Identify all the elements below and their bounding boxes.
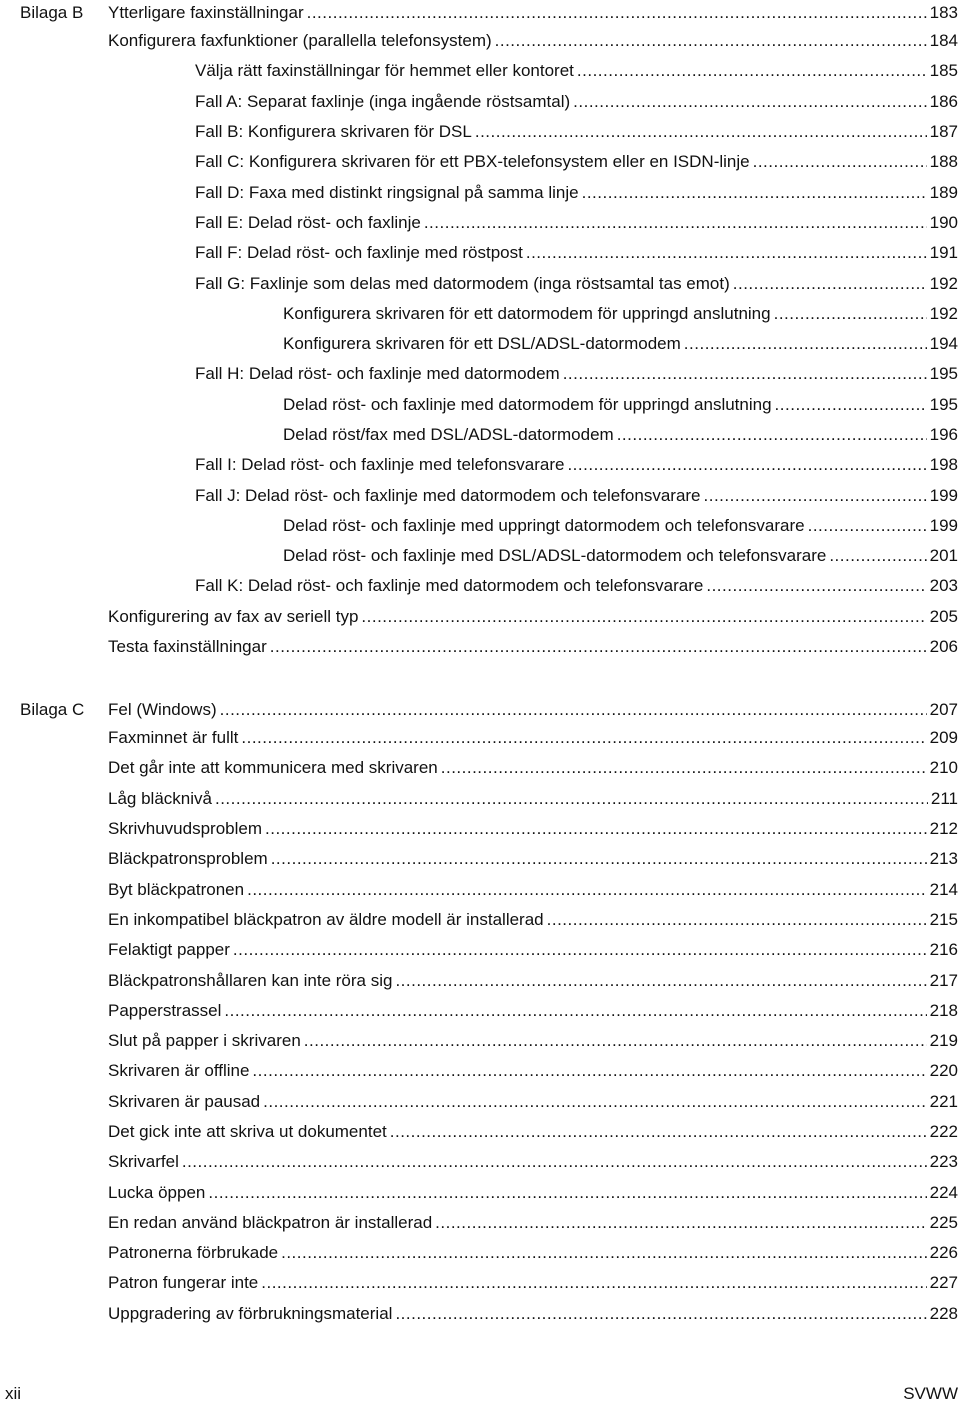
- toc-entry-label: Fall G: Faxlinje som delas med datormodem (inga röstsamtal tas emot): [195, 273, 730, 293]
- toc-entry-page: 226: [929, 1243, 958, 1263]
- toc-entry[interactable]: [0, 1087, 960, 1117]
- toc-entry-label: Slut på papper i skrivaren: [108, 1031, 301, 1051]
- toc-heading-label: [20, 3, 304, 23]
- toc-entry[interactable]: [0, 268, 960, 298]
- dot-leader: [774, 304, 927, 324]
- dot-leader: [395, 1304, 926, 1324]
- toc-section-bilaga-b: [0, 0, 960, 662]
- toc-entry[interactable]: [0, 117, 960, 147]
- toc-entry-page: 199: [929, 485, 958, 505]
- dot-leader: [252, 1061, 926, 1081]
- toc-entry[interactable]: [0, 1208, 960, 1238]
- toc-entry-page: 213: [929, 849, 958, 869]
- toc-entry-page: 211: [930, 788, 958, 808]
- toc-entry[interactable]: [0, 996, 960, 1026]
- toc-entry[interactable]: [0, 935, 960, 965]
- toc-entry-page: 192: [929, 273, 958, 293]
- toc-entry-page: 203: [929, 576, 958, 596]
- dot-leader: [304, 1031, 927, 1051]
- toc-entry-page: 205: [929, 606, 958, 626]
- toc-entry[interactable]: [0, 511, 960, 541]
- toc-entry-page: 187: [929, 122, 958, 142]
- dot-leader: [265, 819, 927, 839]
- dot-leader: [241, 728, 926, 748]
- toc-entry-page: 195: [929, 394, 958, 414]
- dot-leader: [573, 92, 926, 112]
- toc-entry[interactable]: [0, 1268, 960, 1298]
- dot-leader: [270, 637, 927, 657]
- toc-entry-page: 199: [929, 515, 958, 535]
- toc-entry-page: 189: [929, 182, 958, 202]
- dot-leader: [733, 274, 927, 294]
- toc-entry-label: Det går inte att kommunicera med skrivaren: [108, 758, 438, 778]
- toc-entry-label: Fall C: Konfigurera skrivaren för ett PBX-telefonsystem eller en ISDN-linje: [195, 152, 750, 172]
- toc-entry[interactable]: [0, 965, 960, 995]
- toc-entry-label: Konfigurering av fax av seriell typ: [108, 606, 359, 626]
- toc-entry-label: Patronerna förbrukade: [108, 1243, 279, 1263]
- toc-entry[interactable]: [0, 147, 960, 177]
- toc-entry[interactable]: [0, 208, 960, 238]
- toc-entry[interactable]: [0, 753, 960, 783]
- toc-entry[interactable]: [0, 1177, 960, 1207]
- dot-leader: [224, 1001, 926, 1021]
- dot-leader: [441, 758, 927, 778]
- toc-entry-page: 190: [929, 212, 958, 232]
- toc-entry[interactable]: [0, 450, 960, 480]
- dot-leader: [526, 243, 927, 263]
- toc-entry-label: Skrivaren är pausad: [108, 1091, 261, 1111]
- toc-entry[interactable]: [0, 299, 960, 329]
- toc-entry-page: 215: [929, 909, 958, 929]
- toc-entry-list: [0, 26, 960, 662]
- dot-leader: [395, 971, 926, 991]
- toc-entry-page: 184: [929, 31, 958, 51]
- dot-leader: [684, 334, 927, 354]
- toc-entry-label: Delad röst- och faxlinje med DSL/ADSL-datormodem och telefonsvarare: [283, 546, 827, 566]
- toc-entry-label: Patron fungerar inte: [108, 1273, 259, 1293]
- toc-entry-label: Byt bläckpatronen: [108, 879, 245, 899]
- footer-code: SVWW: [903, 1384, 958, 1403]
- dot-leader: [233, 940, 927, 960]
- dot-leader: [775, 395, 927, 415]
- toc-heading-label: [20, 700, 217, 720]
- toc-entry-label: Konfigurera skrivaren för ett datormodem för uppringd anslutning: [283, 303, 771, 323]
- dot-leader: [220, 700, 927, 720]
- toc-heading-title: Ytterligare faxinställningar: [108, 3, 304, 22]
- toc-entry[interactable]: [0, 390, 960, 420]
- toc-heading-prefix: Bilaga B: [20, 3, 84, 22]
- toc-entry-page: 194: [929, 334, 958, 354]
- dot-leader: [567, 455, 926, 475]
- toc-entry-label: Bläckpatronshållaren kan inte röra sig: [108, 970, 393, 990]
- toc-entry-label: Fall E: Delad röst- och faxlinje: [195, 212, 421, 232]
- toc-entry-page: 217: [929, 970, 958, 990]
- toc-entry-label: Bläckpatronsproblem: [108, 849, 268, 869]
- toc-entry-page: 206: [929, 637, 958, 657]
- toc-heading[interactable]: [0, 697, 960, 723]
- toc-entry-label: Skrivarfel: [108, 1152, 179, 1172]
- toc-entry[interactable]: [0, 26, 960, 56]
- dot-leader: [495, 31, 927, 51]
- toc-entry-label: En redan använd bläckpatron är installerad: [108, 1212, 433, 1232]
- toc-entry-label: Fall H: Delad röst- och faxlinje med datormodem: [195, 364, 560, 384]
- toc-entry-label: Skrivaren är offline: [108, 1061, 250, 1081]
- dot-leader: [390, 1122, 927, 1142]
- dot-leader: [424, 213, 927, 233]
- toc-entry-label: Delad röst/fax med DSL/ADSL-datormodem: [283, 425, 614, 444]
- toc-heading-page: 183: [929, 3, 958, 22]
- toc-entry-page: 220: [929, 1061, 958, 1081]
- toc-entry[interactable]: [0, 814, 960, 844]
- toc-entry[interactable]: [0, 1147, 960, 1177]
- toc-heading-prefix: Bilaga C: [20, 700, 85, 719]
- toc-entry-page: 195: [929, 364, 958, 384]
- dot-leader: [829, 546, 926, 566]
- toc-entry-page: 218: [929, 1000, 958, 1020]
- toc-entry-page: 198: [929, 455, 958, 475]
- dot-leader: [808, 516, 927, 536]
- toc-entry-page: 224: [929, 1182, 958, 1202]
- footer-page-number: xii: [5, 1384, 22, 1403]
- toc-entry[interactable]: [0, 420, 960, 450]
- toc-entry-label: Fall K: Delad röst- och faxlinje med datormodem och telefonsvarare: [195, 576, 704, 596]
- toc-entry-page: 209: [929, 728, 958, 748]
- toc-heading-title: Fel (Windows): [108, 700, 217, 719]
- toc-section-bilaga-c: [0, 697, 960, 1329]
- toc-entry[interactable]: [0, 480, 960, 510]
- toc-entry-label: Skrivhuvudsproblem: [108, 819, 263, 839]
- toc-entry[interactable]: [0, 1026, 960, 1056]
- toc-entry-page: 219: [929, 1031, 958, 1051]
- dot-leader: [563, 364, 927, 384]
- toc-entry[interactable]: [0, 784, 960, 814]
- toc-entry-label: Fall B: Konfigurera skrivaren för DSL: [195, 122, 472, 142]
- toc-entry-label: En inkompatibel bläckpatron av äldre modell är installerad: [108, 909, 544, 929]
- toc-entry-label: Fall I: Delad röst- och faxlinje med telefonsvarare: [195, 455, 565, 475]
- dot-leader: [547, 910, 927, 930]
- dot-leader: [281, 1243, 927, 1263]
- toc-entry-label: Konfigurera skrivaren för ett DSL/ADSL-datormodem: [283, 334, 681, 354]
- dot-leader: [182, 1152, 927, 1172]
- toc-entry-page: 222: [929, 1122, 958, 1141]
- dot-leader: [577, 61, 927, 81]
- toc-entry-page: 214: [929, 879, 958, 899]
- toc-entry-label: Papperstrassel: [108, 1000, 222, 1020]
- toc-entry-page: 227: [929, 1273, 958, 1293]
- dot-leader: [617, 425, 927, 445]
- toc-entry[interactable]: [0, 723, 960, 753]
- toc-heading[interactable]: [0, 0, 960, 26]
- dot-leader: [247, 880, 927, 900]
- toc-entry[interactable]: [0, 238, 960, 268]
- toc-entry[interactable]: [0, 1056, 960, 1086]
- toc-entry-label: Välja rätt faxinställningar för hemmet eller kontoret: [195, 61, 574, 81]
- toc-entry-page: 210: [929, 758, 958, 778]
- toc-entry-page: 191: [929, 243, 958, 263]
- toc-entry-label: Testa faxinställningar: [108, 637, 267, 657]
- toc-entry-page: 221: [929, 1091, 958, 1111]
- toc-entry[interactable]: [0, 359, 960, 389]
- toc-entry-label: Fall F: Delad röst- och faxlinje med röstpost: [195, 243, 523, 263]
- toc-entry-label: Felaktigt papper: [108, 940, 230, 960]
- toc-entry-label: Fall A: Separat faxlinje (inga ingående röstsamtal): [195, 91, 571, 111]
- toc-entry-list: [0, 723, 960, 1329]
- toc-entry-page: 185: [929, 61, 958, 81]
- toc-entry[interactable]: [0, 1299, 960, 1329]
- toc-entry[interactable]: [0, 632, 960, 662]
- toc-entry[interactable]: [0, 56, 960, 86]
- dot-leader: [706, 576, 926, 596]
- toc-entry-label: Fall D: Faxa med distinkt ringsignal på samma linje: [195, 182, 579, 202]
- toc-entry-page: 228: [929, 1303, 958, 1323]
- dot-leader: [753, 152, 927, 172]
- toc-entry[interactable]: [0, 844, 960, 874]
- toc-entry[interactable]: [0, 177, 960, 207]
- toc-entry-label: Lucka öppen: [108, 1182, 206, 1202]
- toc-entry-page: 201: [929, 546, 958, 566]
- toc-entry-label: Låg bläcknivå: [108, 788, 212, 808]
- dot-leader: [361, 607, 926, 627]
- toc-entry-page: 225: [929, 1212, 958, 1232]
- toc-entry[interactable]: [0, 602, 960, 632]
- toc-entry-label: Faxminnet är fullt: [108, 728, 239, 748]
- dot-leader: [582, 183, 927, 203]
- toc-entry-page: 216: [929, 940, 958, 960]
- dot-leader: [307, 3, 927, 23]
- toc-entry[interactable]: [0, 905, 960, 935]
- toc-entry[interactable]: [0, 874, 960, 904]
- toc-entry-label: Delad röst- och faxlinje med datormodem för uppringd anslutning: [283, 394, 772, 414]
- dot-leader: [475, 122, 927, 142]
- toc-entry-label: Uppgradering av förbrukningsmaterial: [108, 1303, 393, 1323]
- toc-entry[interactable]: [0, 87, 960, 117]
- toc-entry[interactable]: [0, 541, 960, 571]
- toc-entry-page: 212: [929, 819, 958, 839]
- toc-entry[interactable]: [0, 329, 960, 359]
- dot-leader: [435, 1213, 926, 1233]
- toc-entry[interactable]: [0, 1238, 960, 1268]
- toc-heading-page: 207: [929, 700, 958, 719]
- toc-entry-page: 192: [929, 303, 958, 323]
- toc-entry-page: 186: [929, 91, 958, 111]
- toc-entry-label: Det gick inte att skriva ut dokumentet: [108, 1122, 387, 1141]
- toc-entry-label: Konfigurera faxfunktioner (parallella telefonsystem): [108, 31, 492, 51]
- dot-leader: [263, 1092, 926, 1112]
- toc-entry-page: 196: [929, 425, 958, 444]
- dot-leader: [704, 486, 927, 506]
- dot-leader: [215, 789, 928, 809]
- toc-entry-label: Delad röst- och faxlinje med uppringt datormodem och telefonsvarare: [283, 515, 805, 535]
- toc-entry-label: Fall J: Delad röst- och faxlinje med datormodem och telefonsvarare: [195, 485, 701, 505]
- dot-leader: [261, 1273, 926, 1293]
- dot-leader: [208, 1183, 926, 1203]
- toc-entry[interactable]: [0, 571, 960, 601]
- dot-leader: [271, 849, 927, 869]
- toc-entry-page: 188: [929, 152, 958, 172]
- toc-entry-page: 223: [929, 1152, 958, 1172]
- toc-entry[interactable]: [0, 1117, 960, 1147]
